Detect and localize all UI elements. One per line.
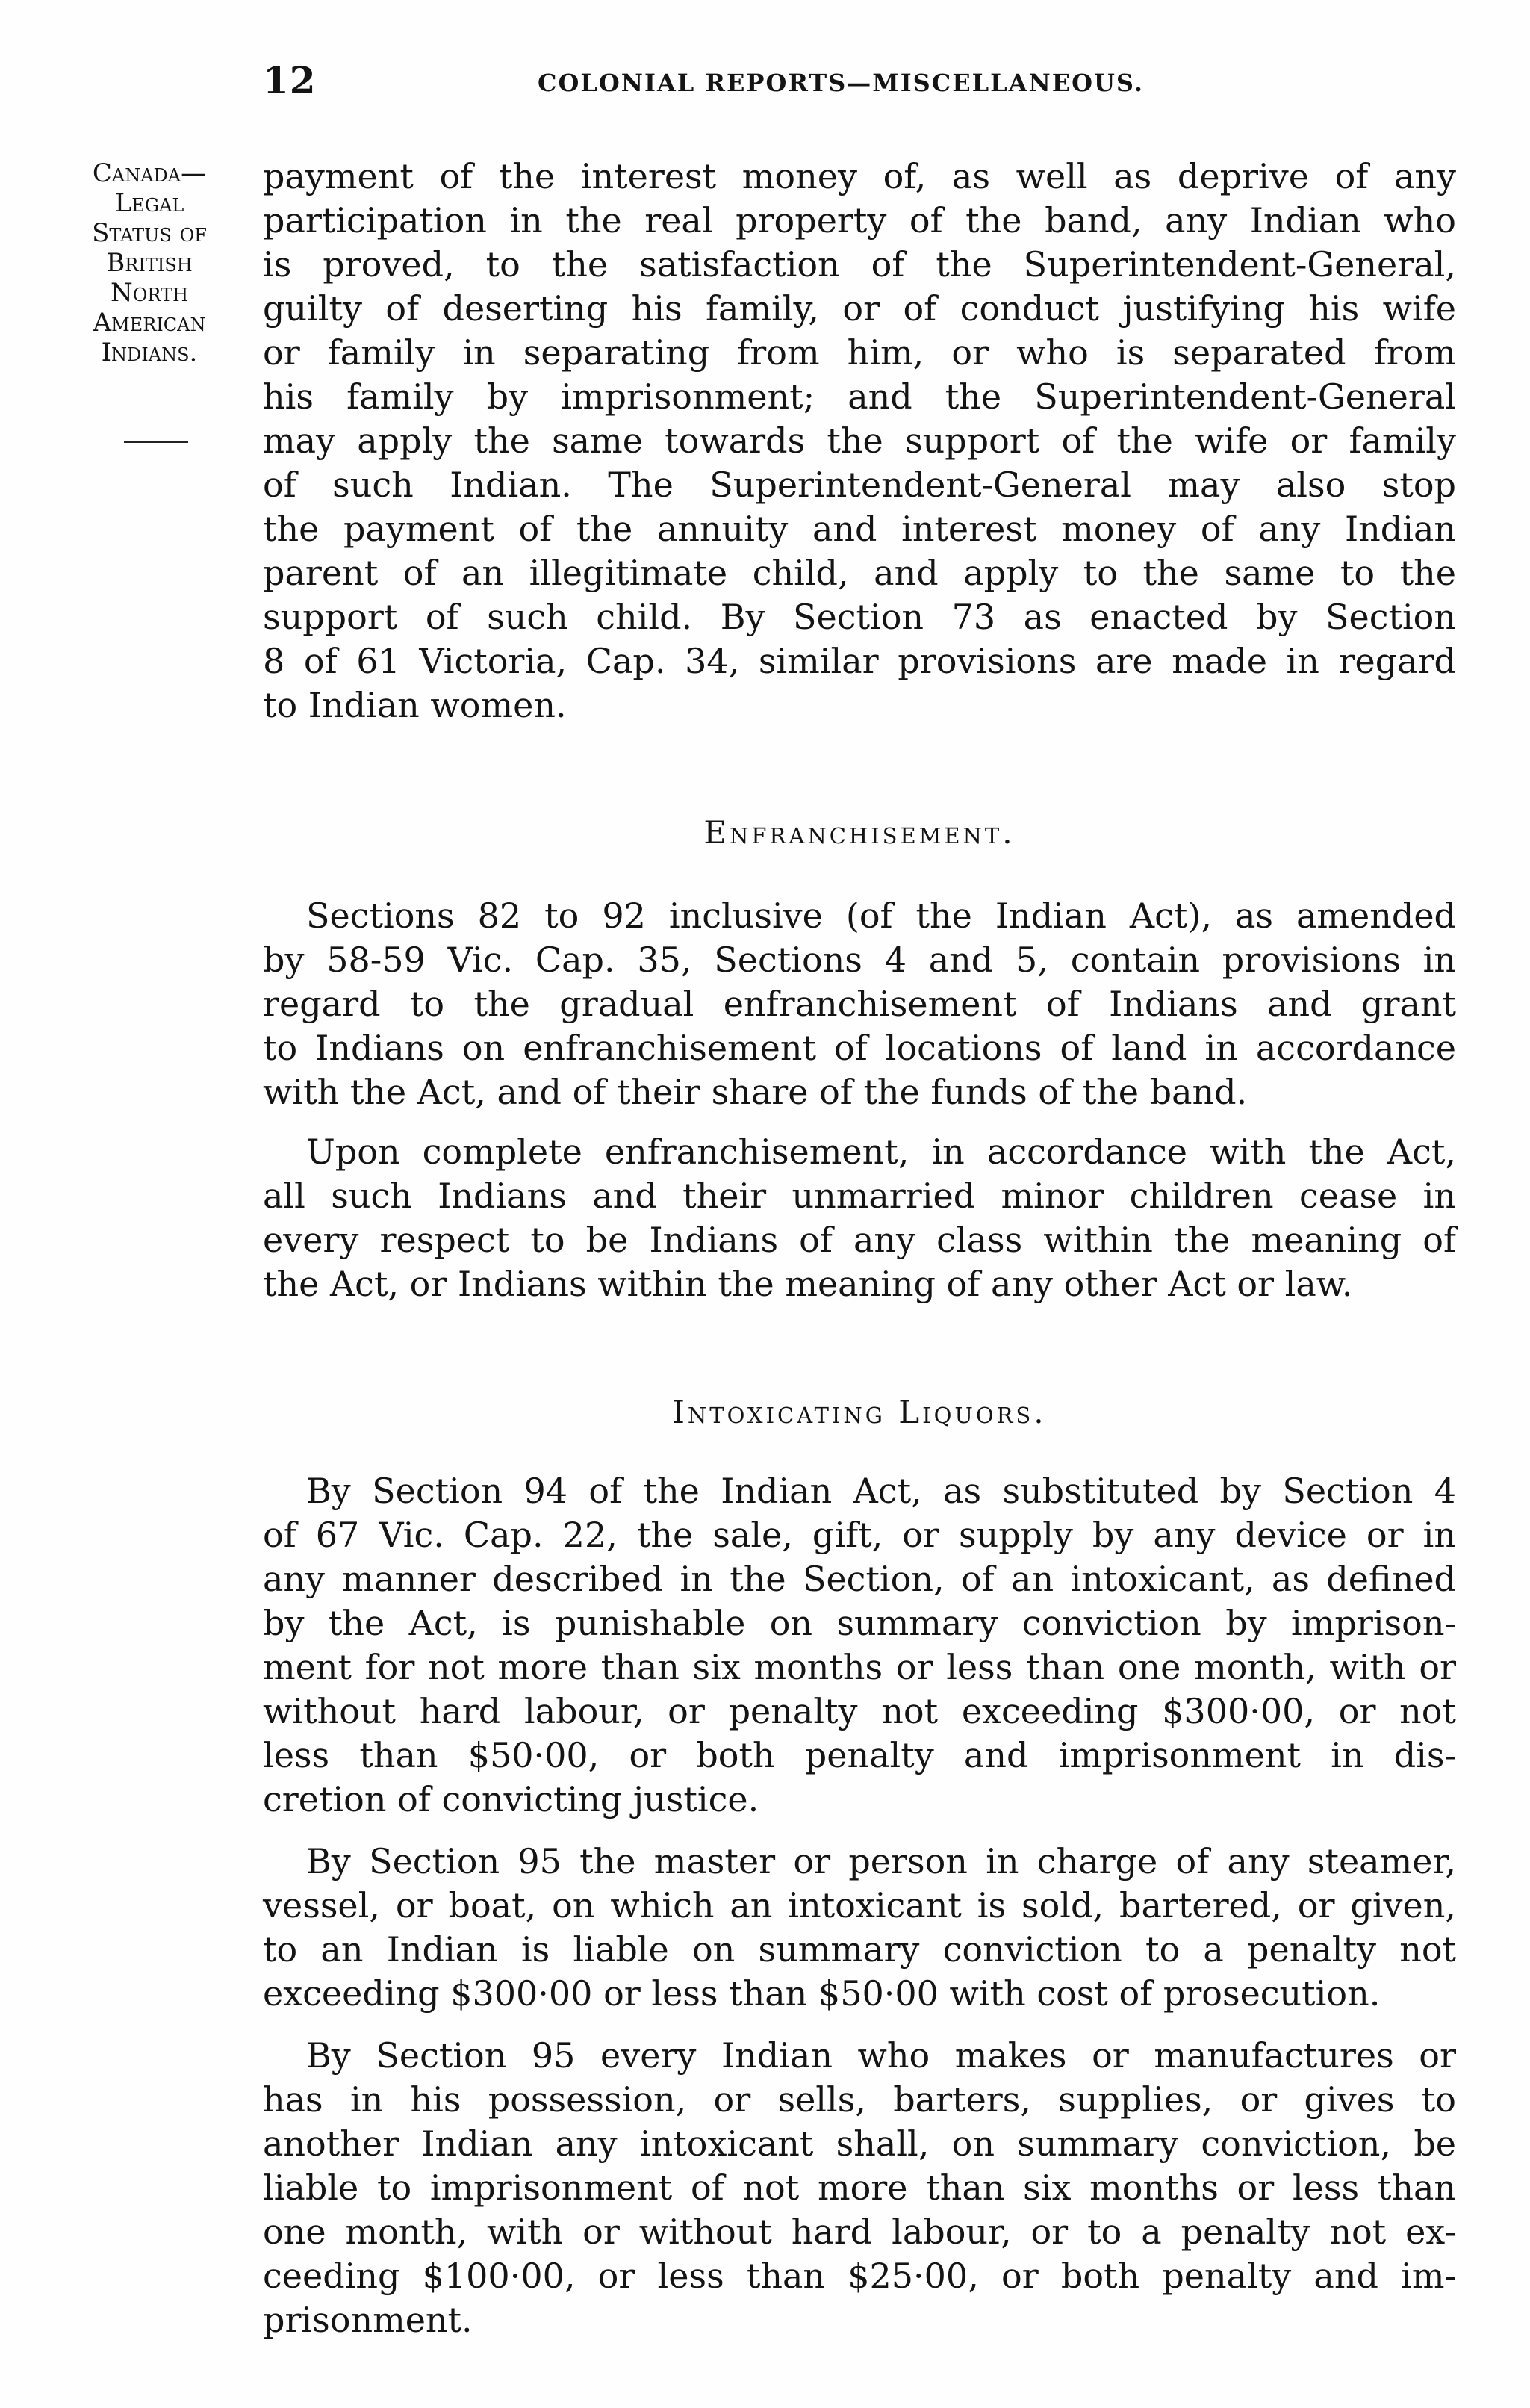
margin-note-line: American	[93, 308, 206, 338]
margin-note-line: Legal	[114, 188, 184, 218]
text-line: Upon complete enfranchisement, in accordance with the Act,	[306, 1132, 1456, 1172]
text-line: prisonment.	[263, 2300, 473, 2340]
text-line: exceeding $300·00 or less than $50·00 with cost of prosecution.	[263, 1973, 1381, 2014]
text-line: By Section 95 the master or person in charge of any steamer,	[306, 1841, 1456, 1881]
text-line: ment for not more than six months or less than one month, with or	[263, 1647, 1456, 1687]
text-line: the payment of the annuity and interest money of any Indian	[263, 509, 1456, 549]
text-line: ceeding $100·00, or less than $25·00, or both penalty and im-	[263, 2256, 1456, 2296]
margin-note-line: Status of	[92, 218, 207, 248]
text-line: of such Indian. The Superintendent-General may also stop	[263, 465, 1456, 505]
text-line: participation in the real property of the band, any Indian who	[263, 200, 1456, 241]
text-line: regard to the gradual enfranchisement of Indians and grant	[263, 984, 1456, 1024]
text-line: one month, with or without hard labour, or to a penalty not ex-	[263, 2212, 1456, 2252]
text-line: with the Act, and of their share of the funds of the band.	[263, 1072, 1248, 1112]
margin-note-line: North	[110, 278, 188, 308]
text-line: Sections 82 to 92 inclusive (of the Indian Act), as amended	[306, 896, 1456, 936]
text-line: any manner described in the Section, of an intoxicant, as defined	[263, 1559, 1456, 1599]
text-line: vessel, or boat, on which an intoxicant is sold, bartered, or given,	[263, 1885, 1456, 1926]
text-line: all such Indians and their unmarried minor children cease in	[263, 1176, 1456, 1216]
text-line: the Act, or Indians within the meaning of any other Act or law.	[263, 1264, 1353, 1304]
text-line: may apply the same towards the support of the wife or family	[263, 421, 1456, 461]
section-heading: Intoxicating Liquors.	[672, 1394, 1047, 1430]
text-line: By Section 94 of the Indian Act, as substituted by Section 4	[306, 1471, 1456, 1511]
margin-note	[45, 158, 254, 367]
text-line: cretion of convicting justice.	[263, 1779, 759, 1819]
section-heading: Enfranchisement.	[703, 814, 1016, 851]
text-line: to Indian women.	[263, 685, 567, 725]
text-line: to an Indian is liable on summary conviction to a penalty not	[263, 1929, 1456, 1970]
text-line: by the Act, is punishable on summary conviction by imprison-	[263, 1603, 1456, 1643]
margin-note-rule	[124, 441, 188, 443]
text-line: to Indians on enfranchisement of locations of land in accordance	[263, 1028, 1456, 1068]
text-line: without hard labour, or penalty not exceeding $300·00, or not	[263, 1691, 1456, 1731]
text-line: is proved, to the satisfaction of the Superintendent-General,	[263, 244, 1456, 285]
text-line: has in his possession, or sells, barters, supplies, or gives to	[263, 2079, 1456, 2120]
text-line: by 58-59 Vic. Cap. 35, Sections 4 and 5, contain provisions in	[263, 940, 1456, 980]
text-line: parent of an illegitimate child, and apply to the same to the	[263, 553, 1456, 593]
text-line: or family in separating from him, or who is separated from	[263, 332, 1456, 373]
text-line: guilty of deserting his family, or of conduct justifying his wife	[263, 288, 1456, 329]
text-line: every respect to be Indians of any class within the meaning of	[263, 1220, 1456, 1260]
text-line: support of such child. By Section 73 as enacted by Section	[263, 597, 1456, 637]
text-line: By Section 95 every Indian who makes or manufactures or	[306, 2035, 1456, 2076]
text-line: of 67 Vic. Cap. 22, the sale, gift, or supply by any device or in	[263, 1515, 1456, 1555]
text-line: less than $50·00, or both penalty and imprisonment in dis-	[263, 1735, 1456, 1775]
margin-note-line: Indians.	[101, 338, 198, 367]
text-line: liable to imprisonment of not more than six months or less than	[263, 2167, 1456, 2208]
margin-note-line: British	[106, 248, 193, 278]
margin-note-line: Canada—	[92, 158, 207, 188]
text-line: his family by imprisonment; and the Superintendent-General	[263, 376, 1456, 417]
text-line: another Indian any intoxicant shall, on summary conviction, be	[263, 2123, 1456, 2164]
text-line: 8 of 61 Victoria, Cap. 34, similar provisions are made in regard	[263, 641, 1456, 681]
page-number: 12	[263, 58, 317, 102]
text-line: payment of the interest money of, as well as deprive of any	[263, 156, 1456, 196]
running-head: COLONIAL REPORTS—MISCELLANEOUS.	[538, 69, 1144, 97]
